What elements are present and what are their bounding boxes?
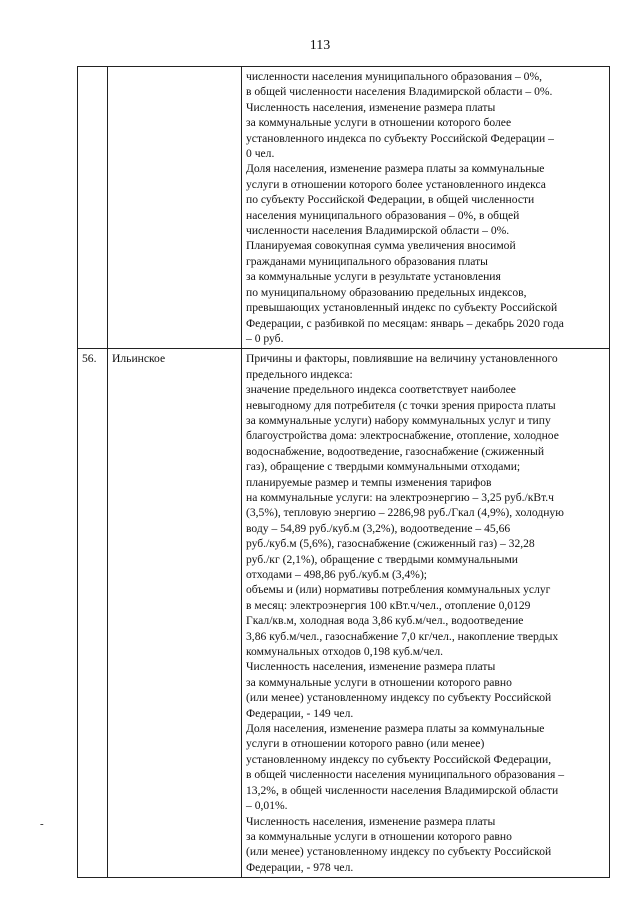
text-line: – 0,01%. [246,799,288,813]
text-line: на коммунальные услуги: на электроэнергию – 3,25 руб./кВт.ч [246,490,554,504]
text-line: руб./куб.м (5,6%), газоснабжение (сжиженный газ) – 32,28 [246,537,535,551]
text-line: – 0 руб. [246,331,284,345]
text-line: Федерации, с разбивкой по месяцам: январь – декабрь 2020 года [246,316,564,330]
text-line: Численность населения, изменение размера платы [246,100,496,114]
text-line: численности населения муниципального образования – 0%, [246,70,543,83]
text-line: Федерации, - 978 чел. [246,860,354,874]
text-line: Численность населения, изменение размера платы [246,660,496,674]
text-line: 0 чел. [246,147,275,161]
text-line: планируемые размер и темпы изменения тарифов [246,475,492,489]
table-row [78,67,610,349]
municipality-name-cell: Ильинское [108,349,242,878]
document-table [77,66,610,878]
text-line: Федерации, - 149 чел. [246,706,354,720]
text-line: Численность населения, изменение размера платы [246,814,496,828]
text-line: численности населения Владимирской области – 0%. [246,224,510,238]
text-line: предельного индекса: [246,367,353,381]
text-line: по субъекту Российской Федерации, в общей численности [246,193,535,207]
text-line: населения муниципального образования – 0%, в общей [246,208,520,222]
description-cell [242,67,610,349]
text-line: невыгодному для потребителя (с точки зрения прироста платы [246,398,556,412]
text-line: в общей численности населения Владимирской области – 0%. [246,85,553,99]
text-line: (3,5%), тепловую энергию – 2286,98 руб./Гкал (4,9%), холодную [246,506,564,520]
text-line: руб./кг (2,1%), обращение с твердыми коммунальными [246,552,519,566]
text-line: 3,86 куб.м/чел., газоснабжение 7,0 кг/чел., накопление твердых [246,629,559,643]
text-line: за коммунальные услуги в отношении которого более [246,116,512,130]
text-line: услуги в отношении которого равно (или менее) [246,737,485,751]
row-number-cell [78,67,108,349]
text-line: благоустройства дома: электроснабжение, отопление, холодное [246,429,559,443]
text-line: за коммунальные услуги в отношении которого равно [246,829,512,843]
table-row [78,349,610,878]
municipality-name-cell [108,67,242,349]
margin-mark: - [40,818,44,830]
text-line: (или менее) установленному индексу по субъекту Российской [246,691,552,705]
text-line: услуги в отношении которого более установленного индекса [246,177,546,191]
description-cell [242,349,610,878]
text-line: за коммунальные услуги в отношении которого равно [246,675,512,689]
text-line: водоснабжение, водоотведение, газоснабжение (сжиженный [246,444,545,458]
text-line: установленному индексу по субъекту Российской Федерации, [246,752,552,766]
text-line: установленного индекса по субъекту Российской Федерации – [246,131,554,145]
text-line: Причины и факторы, повлиявшие на величину установленного [246,352,558,366]
text-line: по муниципальному образованию предельных индексов, [246,285,527,299]
text-line: значение предельного индекса соответствует наиболее [246,383,516,397]
text-line: Гкал/кв.м, холодная вода 3,86 куб.м/чел., водоотведение [246,614,524,628]
text-line: в месяц: электроэнергия 100 кВт.ч/чел., отопление 0,0129 [246,598,531,612]
text-line: за коммунальные услуги в результате установления [246,270,501,284]
text-line: за коммунальные услуги) набору коммунальных услуг и типу [246,413,551,427]
text-line: (или менее) установленному индексу по субъекту Российской [246,845,552,859]
text-line: 13,2%, в общей численности населения Владимирской области [246,783,559,797]
text-line: Планируемая совокупная сумма увеличения вносимой [246,239,516,253]
text-line: объемы и (или) нормативы потребления коммунальных услуг [246,583,551,597]
text-line: Доля населения, изменение размера платы за коммунальные [246,162,545,176]
text-line: газ), обращение с твердыми коммунальными отходами; [246,460,521,474]
text-line: коммунальных отходов 0,198 куб.м/чел. [246,645,444,659]
text-line: превышающих установленный индекс по субъекту Российской [246,301,558,315]
text-line: отходами – 498,86 руб./куб.м (3,4%); [246,568,428,581]
text-line: в общей численности населения муниципального образования – [246,768,565,782]
page-number: 113 [309,38,331,53]
row-number-cell: 56. [78,349,108,878]
text-line: воду – 54,89 руб./куб.м (3,2%), водоотведение – 45,66 [246,521,511,535]
text-line: гражданами муниципального образования платы [246,254,488,268]
text-line: Доля населения, изменение размера платы за коммунальные [246,722,545,736]
